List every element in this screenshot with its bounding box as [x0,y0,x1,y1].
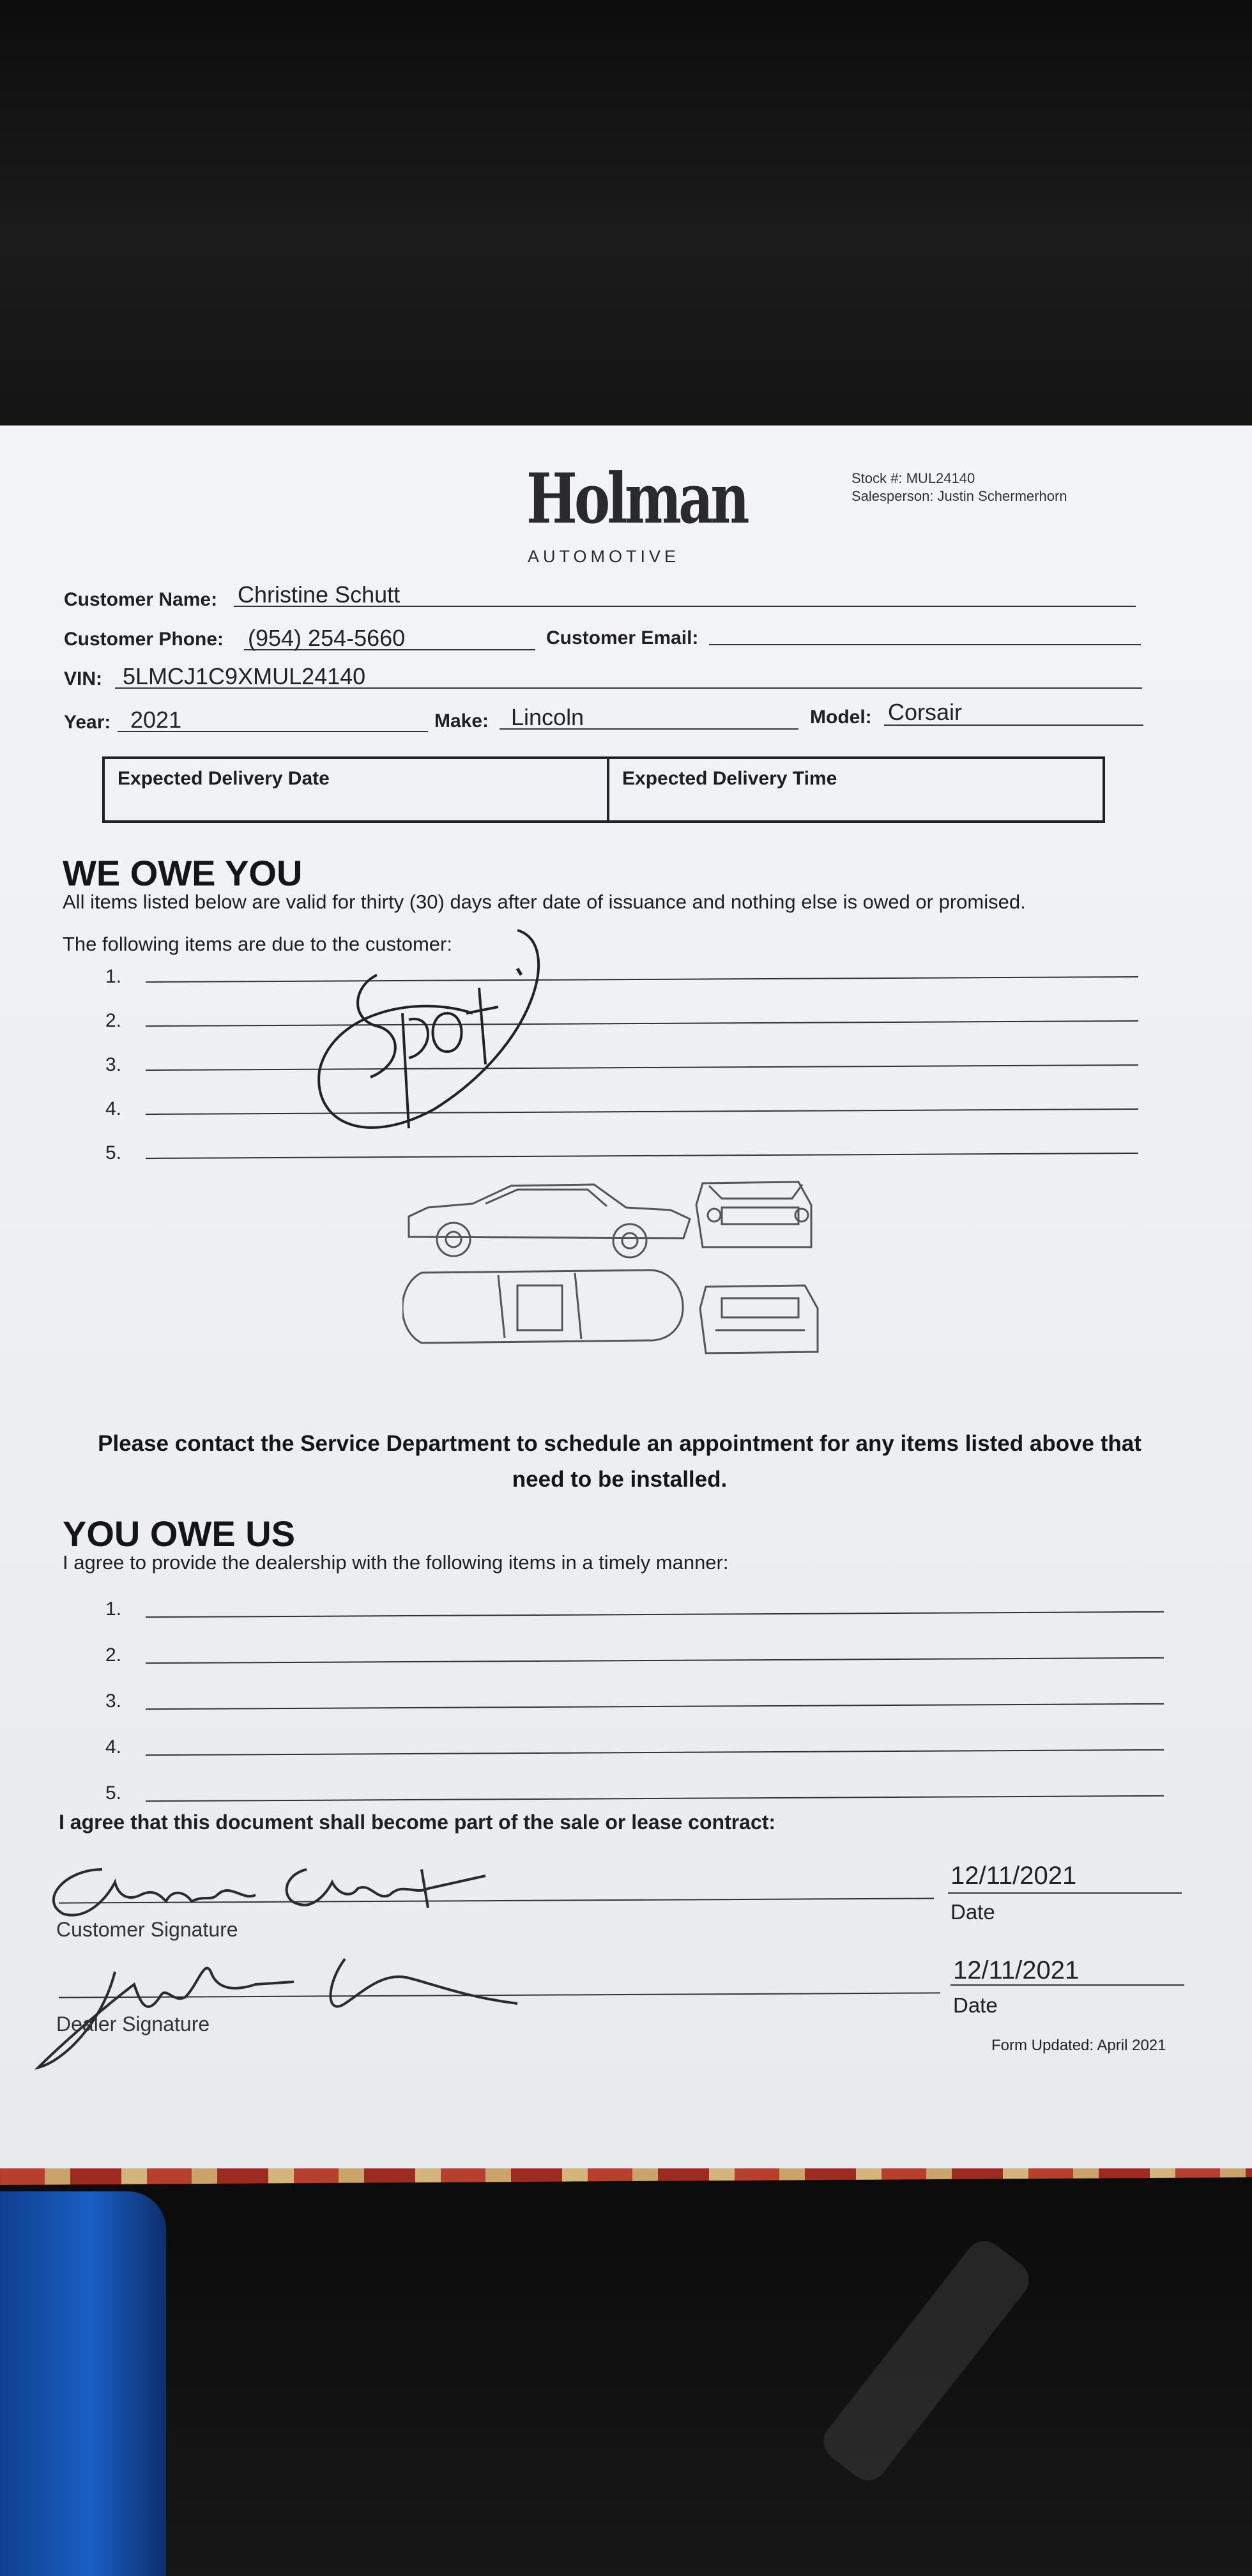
dealer-date-label: Date [953,1993,998,2017]
we-owe-item-number-4: 4. [105,1098,121,1119]
we-owe-item-line-4[interactable] [146,1108,1138,1115]
we-owe-item-number-2: 2. [105,1010,121,1031]
dealer-date-line [950,1984,1184,1986]
customer-email-line [709,644,1141,645]
logo-subtitle: AUTOMOTIVE [527,547,680,566]
year-label: Year: [64,712,111,733]
you-owe-title: YOU OWE US [63,1514,296,1554]
delivery-date-cell[interactable] [105,759,609,820]
handwritten-spot-annotation [307,917,575,1147]
you-owe-item-number-2: 2. [105,1644,121,1666]
salesperson-value: Justin Schermerhorn [937,488,1067,504]
vehicle-diagram [402,1170,837,1388]
delivery-box [102,756,1105,823]
we-owe-item-line-5[interactable] [146,1153,1138,1159]
you-owe-item-line-5[interactable] [146,1795,1164,1802]
customer-phone-value[interactable]: (954) 254-5660 [248,625,406,651]
you-owe-item-number-5: 5. [105,1782,121,1804]
you-owe-item-line-1[interactable] [146,1611,1164,1618]
customer-date-label: Date [950,1900,995,1924]
model-value[interactable]: Corsair [888,699,963,725]
we-owe-item-number-1: 1. [105,966,121,987]
delivery-time-cell[interactable] [609,759,1103,820]
we-owe-intro: All items listed below are valid for thirty (30) days after date of issuance and nothing else is owed or promised. [63,891,1026,913]
we-owe-item-line-1[interactable] [146,976,1138,983]
year-value[interactable]: 2021 [130,707,182,733]
we-owe-item-line-2[interactable] [146,1020,1138,1027]
customer-date-line [948,1892,1182,1894]
dealer-signature-date[interactable]: 12/11/2021 [953,1956,1080,1984]
we-owe-title: WE OWE YOU [63,853,303,893]
make-value[interactable]: Lincoln [511,704,584,730]
stock-value: MUL24140 [906,470,975,486]
background-top [0,0,1252,434]
we-owe-item-line-3[interactable] [146,1064,1138,1071]
salesperson [851,488,1067,505]
vin-value[interactable]: 5LMCJ1C9XMUL24140 [123,663,366,689]
you-owe-item-number-3: 3. [105,1690,121,1712]
you-owe-item-number-1: 1. [105,1598,121,1620]
you-owe-intro: I agree to provide the dealership with the following items in a timely manner: [63,1551,729,1574]
holman-logo: Holman [526,459,747,539]
dealer-signature-image [26,1946,549,2074]
you-owe-item-line-3[interactable] [146,1703,1164,1710]
customer-name-value[interactable]: Christine Schutt [238,581,401,608]
dealer-signature-label: Dealer Signature [56,2012,210,2035]
customer-name-label: Customer Name: [64,589,218,610]
model-label: Model: [810,707,872,728]
customer-phone-label: Customer Phone: [64,629,224,650]
customer-signature-date[interactable]: 12/11/2021 [950,1862,1077,1890]
we-owe-item-number-3: 3. [105,1054,121,1075]
form-updated-note: Form Updated: April 2021 [991,2037,1166,2054]
delivery-date-label: Expected Delivery Date [118,768,330,789]
you-owe-item-line-2[interactable] [146,1657,1164,1664]
you-owe-item-line-4[interactable] [146,1749,1164,1756]
customer-signature-label: Customer Signature [56,1918,238,1941]
vin-label: VIN: [64,668,102,689]
delivery-time-label: Expected Delivery Time [622,768,837,789]
stock-number [851,470,975,487]
we-owe-form-document [0,425,1252,2168]
salesperson-label: Salesperson: [851,488,934,504]
background-bottom [0,2172,1252,2576]
blue-object [0,2191,166,2576]
service-department-notice: Please contact the Service Department to schedule an appointment for any items listed above that need to be installed. [98,1431,1141,1492]
we-owe-subtitle: The following items are due to the customer: [63,933,452,955]
stock-label: Stock #: [851,470,903,486]
you-owe-item-number-4: 4. [105,1736,121,1758]
make-label: Make: [434,710,489,732]
customer-email-label: Customer Email: [546,627,699,648]
we-owe-item-number-5: 5. [105,1142,121,1163]
agreement-text: I agree that this document shall become part of the sale or lease contract: [59,1811,776,1834]
